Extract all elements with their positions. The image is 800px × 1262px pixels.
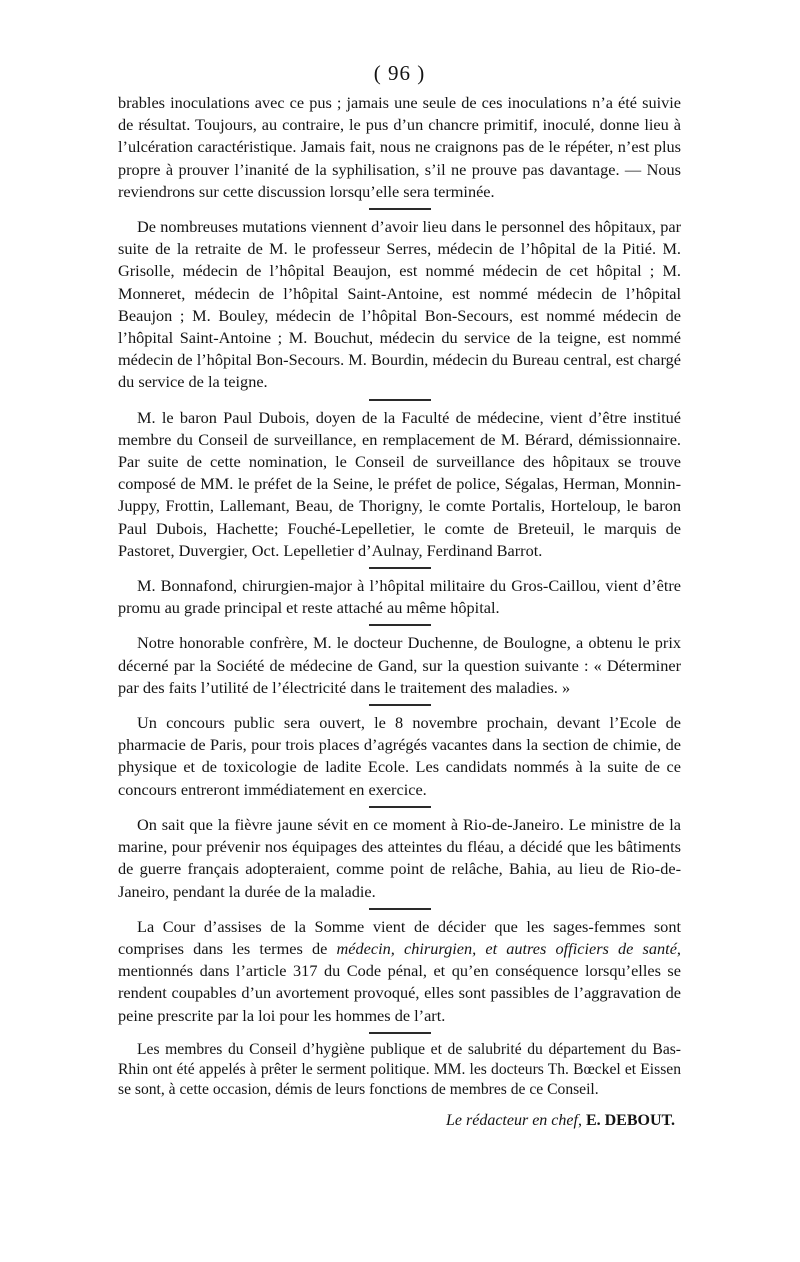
paragraph-concours-pharmacie xyxy=(118,712,681,801)
signature xyxy=(118,1110,681,1132)
section-divider xyxy=(369,908,431,910)
section-divider xyxy=(369,704,431,706)
paragraph-text: Les membres du Conseil d’hygiène publique et de salubrité du département du Bas-Rhin ont été appelés à prêter le serment politique. MM. les docteurs Th. Bœckel et Eissen se sont, à cette occasion, démis de leurs fonctions de membres de ce Conseil. xyxy=(118,1040,681,1098)
paragraph-text: Notre honorable confrère, M. le docteur Duchenne, de Boulogne, a obtenu le prix décerné par la Société de médecine de Gand, sur la question suivante : « Déterminer par des faits l’utilité de l’électricité dans le traitement des maladies. » xyxy=(118,633,681,697)
paragraph-text xyxy=(118,916,681,1027)
paragraph-fievre-jaune xyxy=(118,814,681,903)
paragraph-text: On sait que la fièvre jaune sévit en ce moment à Rio-de-Janeiro. Le ministre de la marine, pour prévenir nos équipages des atteintes du fléau, a décidé que les bâtiments de guerre français adopteraient, comme point de relâche, Bahia, au lieu de Rio-de-Janeiro, pendant la durée de la maladie. xyxy=(118,814,681,901)
section-divider xyxy=(369,624,431,626)
paragraph-syphilisation xyxy=(118,92,681,203)
section-divider xyxy=(369,399,431,401)
paragraph-text: M. le baron Paul Dubois, doyen de la Faculté de médecine, vient d’être institué membre du Conseil de surveillance, en remplacement de M. Bérard, démissionnaire. Par suite de cette nomination, le Conseil de surveillance des hôpitaux se trouve composé de MM. le préfet de la Seine, le préfet de police, Ségalas, Herman, Monnin-Juppy, Frottin, Lallemant, Beau, de Thorigny, le comte Portalis, Horteloup, le baron Paul Dubois, Hachette; Fouché-Lepelletier, le comte de Breteuil, le marquis de Pastoret, Duvergier, Oct. Lepelletier d’Aulnay, Ferdinand Barrot. xyxy=(118,407,681,560)
paragraph-cour-assises xyxy=(118,916,681,1027)
signature-name: E. DEBOUT. xyxy=(585,1111,675,1129)
paragraph-italic-text: médecin, chirurgien, et autres officiers de santé xyxy=(336,938,677,958)
paragraph-conseil-surveillance xyxy=(118,407,681,562)
signature-role: Le rédacteur en chef xyxy=(445,1111,578,1129)
paragraph-text: Un concours public sera ouvert, le 8 novembre prochain, devant l’Ecole de pharmacie de Paris, pour trois places d’agrégés vacantes dans la section de chimie, de physique et de toxicologie de ladite Ecole. Les candidats nommés à la suite de ce concours entreront immédiatement en exercice. xyxy=(118,713,681,799)
document-page xyxy=(118,60,681,1132)
paragraph-hospital-mutations xyxy=(118,216,681,394)
section-divider xyxy=(369,208,431,210)
page-number: ( 96 ) xyxy=(373,61,426,85)
paragraph-text-part: La Cour d’assises de la Somme vient de décider que les sages-femmes sont comprises dans les termes de xyxy=(118,916,681,958)
section-divider xyxy=(369,567,431,569)
paragraph-text: brables inoculations avec ce pus ; jamais une seule de ces inoculations n’a été suivie de résultat. Toujours, au contraire, le pus d’un chancre primitif, inoculé, donne lieu à l’ulcération caractéristique. Jamais fait, nous ne craignons pas de le répéter, n’est plus propre à prouver l’inanité de la syphilisation, s’il ne prouve pas davantage. — Nous reviendrons sur cette discussion lorsqu’elle sera terminée. xyxy=(118,93,681,201)
section-divider xyxy=(369,806,431,808)
paragraph-duchenne xyxy=(118,632,681,699)
paragraph-text: De nombreuses mutations viennent d’avoir lieu dans le personnel des hôpitaux, par suite de la retraite de M. le professeur Serres, médecin de l’hôpital de la Pitié. M. Grisolle, médecin de l’hôpital Beaujon, est nommé médecin de cet hôpital ; M. Monneret, médecin de l’hôpital Saint-Antoine, est nommé médecin de l’hôpital Beaujon ; M. Bouley, médecin de l’hôpital Bon-Secours, est nommé médecin de l’hôpital Saint-Antoine ; M. Bouchut, médecin du service de la teigne, est nommé médecin de l’hôpital Bon-Secours. M. Bourdin, médecin du Bureau central, est chargé du service de la teigne. xyxy=(118,217,681,392)
paragraph-text-part: , mentionnés dans l’article 317 du Code pénal, et qu’en conséquence lorsqu’elles se rendent coupables d’un avortement provoqué, elles sont passibles de l’aggravation de peine prescrite par la loi pour les hommes de l’art. xyxy=(118,938,681,1025)
paragraph-bonnafond xyxy=(118,575,681,619)
section-divider xyxy=(369,1032,431,1034)
paragraph-text: M. Bonnafond, chirurgien-major à l’hôpital militaire du Gros-Caillou, vient d’être promu au grade principal et reste attaché au même hôpital. xyxy=(118,576,681,618)
signature-separator: , xyxy=(577,1111,586,1129)
paragraph-bas-rhin xyxy=(118,1040,681,1100)
